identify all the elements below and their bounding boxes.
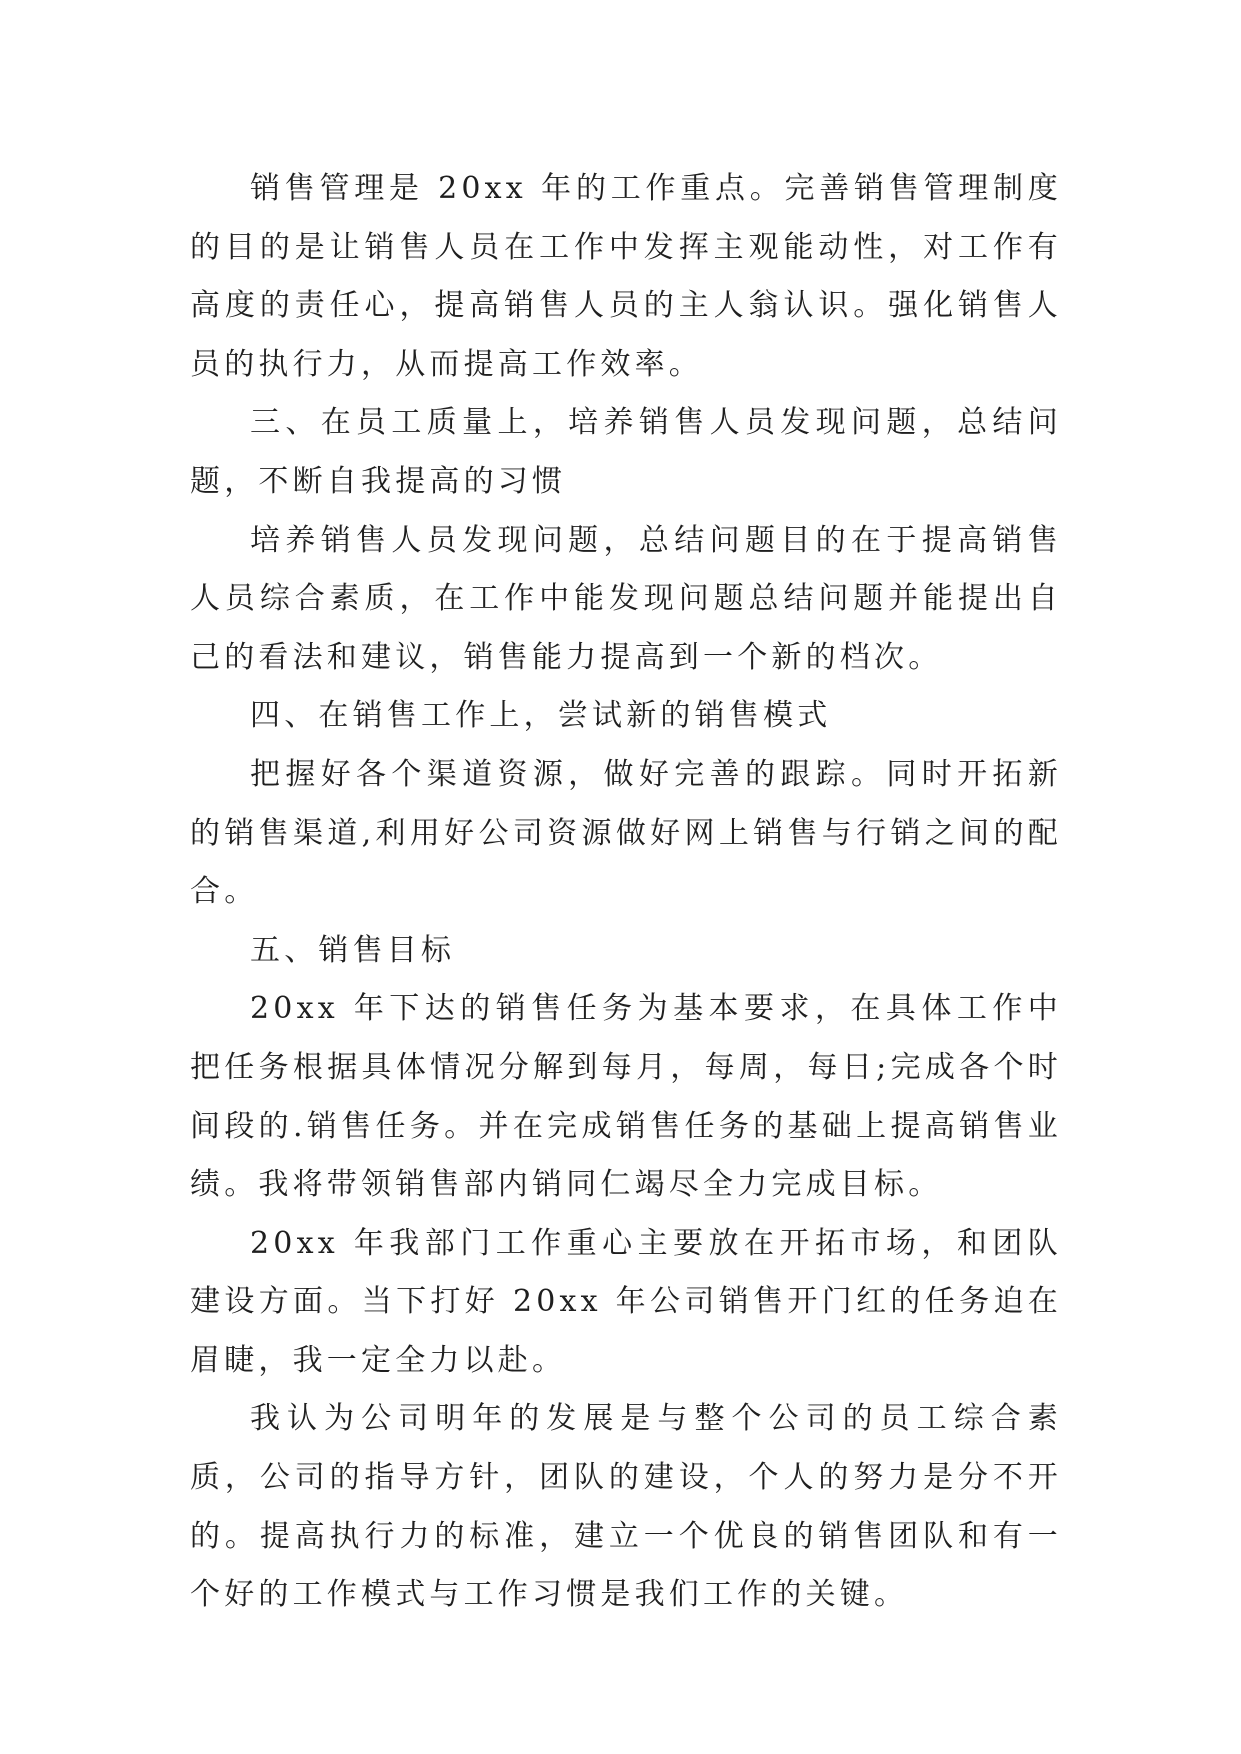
paragraph-department-focus: 20xx 年我部门工作重心主要放在开拓市场，和团队建设方面。当下打好 20xx 年公司销售开门红的任务迫在眉睫，我一定全力以赴。	[190, 1225, 1062, 1378]
paragraph-section-four: 把握好各个渠道资源，做好完善的跟踪。同时开拓新的销售渠道,利用好公司资源做好网上销售与行销之间的配合。	[190, 756, 1062, 910]
paragraph-conclusion: 我认为公司明年的发展是与整个公司的员工综合素质，公司的指导方针，团队的建设，个人的努力是分不开的。提高执行力的标准，建立一个优良的销售团队和有一个好的工作模式与工作习惯是我们工作的关键。	[190, 1401, 1062, 1613]
paragraph-sales-management: 销售管理是 20xx 年的工作重点。完善销售管理制度的目的是让销售人员在工作中发挥主观能动性，对工作有高度的责任心，提高销售人员的主人翁认识。强化销售人员的执行力，从而提高工作效率。	[190, 171, 1062, 382]
paragraph-section-three: 培养销售人员发现问题，总结问题目的在于提高销售人员综合素质，在工作中能发现问题总结问题并能提出自己的看法和建议，销售能力提高到一个新的档次。	[190, 522, 1062, 675]
heading-section-five: 五、销售目标	[250, 932, 456, 968]
document-page	[190, 160, 1062, 1625]
heading-section-three: 三、在员工质量上，培养销售人员发现问题，总结问题，不断自我提高的习惯	[190, 405, 1062, 499]
heading-section-four: 四、在销售工作上，尝试新的销售模式	[250, 698, 832, 734]
paragraph-sales-targets: 20xx 年下达的销售任务为基本要求，在具体工作中把任务根据具体情况分解到每月，每周，每日;完成各个时间段的.销售任务。并在完成销售任务的基础上提高销售业绩。我将带领销售部内销同仁竭尽全力完成目标。	[190, 991, 1062, 1203]
